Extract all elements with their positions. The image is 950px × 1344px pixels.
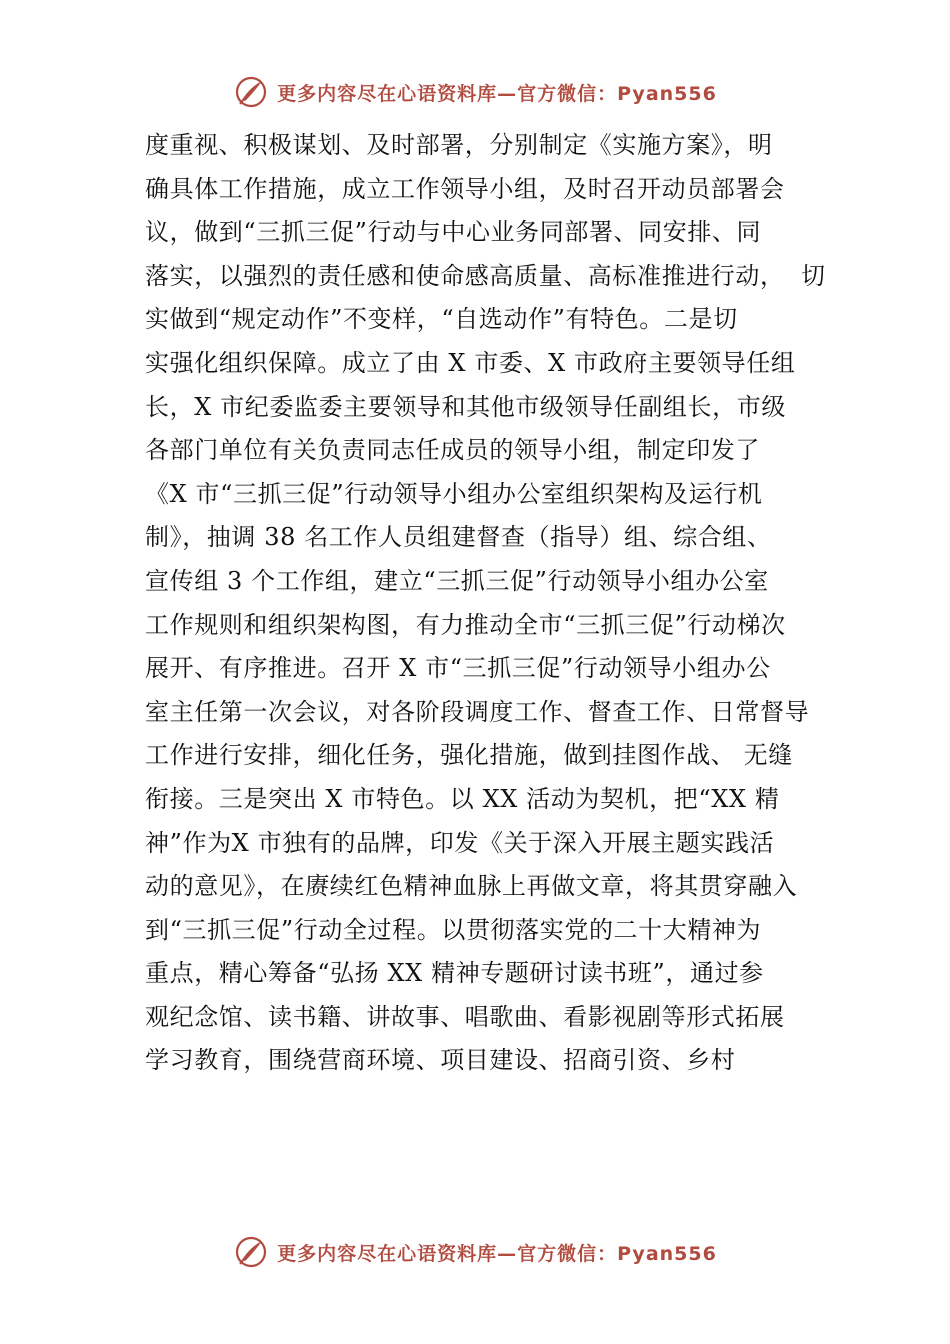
watermark-text: 更多内容尽在心语资料库—官方微信：Pyan556 xyxy=(277,1242,717,1265)
body-line: 确具体工作措施，成立工作领导小组，及时召开动员部署会 xyxy=(145,174,785,203)
body-line: 议，做到“三抓三促”行动与中心业务同部署、同安排、同 xyxy=(145,218,762,247)
body-line: 重点，精心筹备“弘扬 XX 精神专题研讨读书班”，通过参 xyxy=(145,959,764,988)
body-line: 动的意见》，在赓续红色精神血脉上再做文章，将其贯穿融入 xyxy=(145,872,798,901)
body-line: 学习教育，围绕营商环境、项目建设、招商引资、乡村 xyxy=(145,1046,736,1075)
quill-seal-icon xyxy=(233,1234,269,1270)
body-line: 实做到“规定动作”不变样，“自选动作”有特色。二是切 xyxy=(145,305,738,334)
body-line: 工作规则和组织架构图，有力推动全市“三抓三促”行动梯次 xyxy=(145,610,786,639)
body-line: 室主任第一次会议，对各阶段调度工作、督查工作、日常督导 xyxy=(145,697,810,726)
body-line: 《X 市“三抓三促”行动领导小组办公室组织架构及运行机 xyxy=(145,479,763,508)
body-line: 观纪念馆、读书籍、讲故事、唱歌曲、看影视剧等形式拓展 xyxy=(145,1002,785,1031)
footer-watermark xyxy=(0,1230,950,1274)
quill-seal-icon xyxy=(233,74,269,110)
header-watermark xyxy=(0,70,950,114)
body-line: 神”作为X 市独有的品牌，印发《关于深入开展主题实践活 xyxy=(145,828,775,857)
watermark-text: 更多内容尽在心语资料库—官方微信：Pyan556 xyxy=(277,82,717,105)
body-line: 度重视、积极谋划、及时部署，分别制定《实施方案》，明 xyxy=(145,131,773,159)
body-line: 制》，抽调 38 名工作人员组建督查（指导）组、综合组、 xyxy=(145,523,772,552)
document-body xyxy=(145,124,825,1083)
body-line: 各部门单位有关负责同志任成员的领导小组，制定印发了 xyxy=(145,436,760,465)
body-line: 工作进行安排，细化任务，强化措施，做到挂图作战、 无缝 xyxy=(145,741,793,770)
body-line: 实强化组织保障。成立了由 X 市委、X 市政府主要领导任组 xyxy=(145,348,796,377)
body-line: 到“三抓三促”行动全过程。以贯彻落实党的二十大精神为 xyxy=(145,915,762,944)
body-line: 长，X 市纪委监委主要领导和其他市级领导任副组长，市级 xyxy=(145,392,786,421)
body-line: 宣传组 3 个工作组，建立“三抓三促”行动领导小组办公室 xyxy=(145,566,769,595)
body-line: 落实，以强烈的责任感和使命感高质量、高标准推进行动， 切 xyxy=(145,261,826,290)
body-line: 衔接。三是突出 X 市特色。以 XX 活动为契机，把“XX 精 xyxy=(145,784,780,813)
body-line: 展开、有序推进。召开 X 市“三抓三促”行动领导小组办公 xyxy=(145,654,771,683)
